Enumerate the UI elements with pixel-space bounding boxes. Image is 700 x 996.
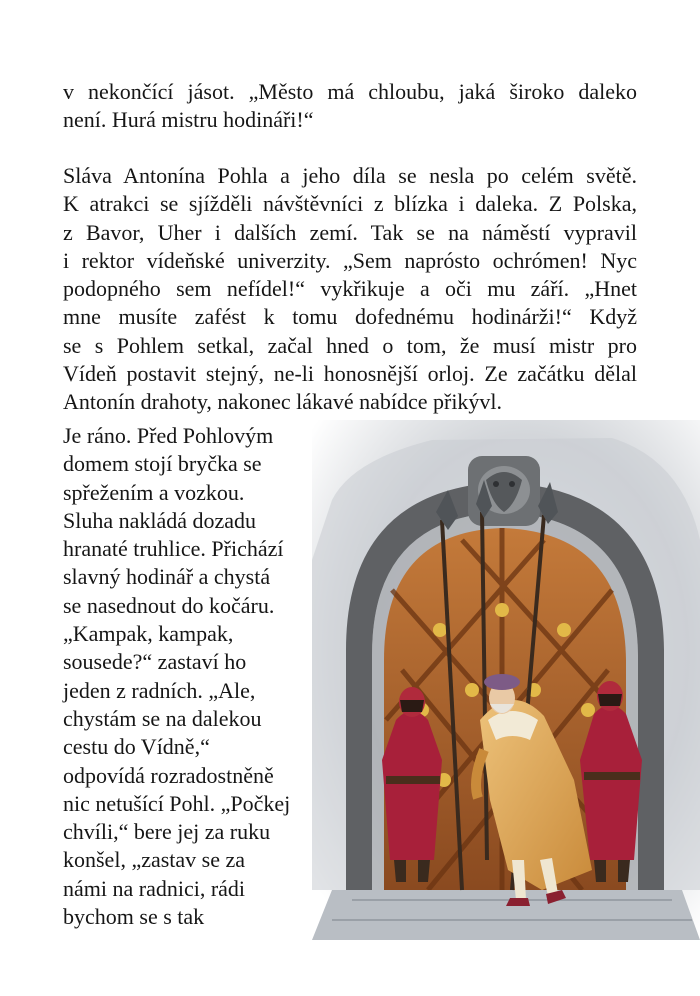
text-line: slavný hodinář a chystá bbox=[63, 564, 271, 590]
floor bbox=[312, 890, 700, 940]
text-line: se s Pohlem setkal, začal hned o tom, že musí mistr pro bbox=[63, 332, 637, 358]
text-line: Je ráno. Před Pohlovým bbox=[63, 423, 274, 448]
text-line: námi na radnici, rádi bbox=[63, 875, 246, 901]
text-line: sousede?“ zastaví ho bbox=[63, 649, 247, 675]
text-line: hranaté truhlice. Přichází bbox=[63, 536, 284, 562]
text-line: bychom se s tak bbox=[63, 904, 205, 930]
text-line: není. Hurá mistru hodináři!“ bbox=[63, 107, 314, 133]
text-line: K atrakci se sjížděli návštěvníci z blízka i daleka. Z Polska, bbox=[63, 191, 637, 217]
text-line: mne musíte zafést k tomu dofednému hodinárži!“ Když bbox=[63, 304, 637, 330]
text-line: i rektor vídeňské univerzity. „Sem naprósto ochrómen! Nyc bbox=[63, 247, 637, 273]
crest-carving bbox=[468, 456, 540, 526]
text-line: Antonín drahoty, nakonec lákavé nabídce přikývl. bbox=[63, 389, 503, 415]
text-line: z Bavor, Uher i dalších zemí. Tak se na náměstí vypravil bbox=[63, 219, 637, 245]
text-line: Vídeň postavit stejný, ne-li honosnější orloj. Ze začátku dělal bbox=[63, 361, 637, 387]
text-line: jeden z radních. „Ale, bbox=[63, 677, 256, 703]
text-line: nic netušící Pohl. „Počkej bbox=[63, 790, 291, 816]
text-line: chvíli,“ bere jej za ruku bbox=[63, 819, 271, 845]
text-line: domem stojí bryčka se bbox=[63, 451, 262, 477]
text-line: v nekončící jásot. „Město má chloubu, jaká široko daleko bbox=[63, 79, 637, 104]
text-line: podopného sem nefídel!“ vykřikuje a oči mu září. „Hnet bbox=[63, 276, 637, 302]
paragraph-1 bbox=[63, 78, 637, 135]
text-line: konšel, „zastav se za bbox=[63, 847, 246, 873]
text-line: Sláva Antonína Pohla a jeho díla se nesla po celém světě. bbox=[63, 163, 637, 188]
text-line: odpovídá rozradostněně bbox=[63, 762, 274, 788]
text-line: se nasednout do kočáru. bbox=[63, 592, 275, 618]
text-line: „Kampak, kampak, bbox=[63, 621, 234, 647]
paragraph-3 bbox=[63, 422, 333, 931]
illustration-guards-at-door bbox=[312, 420, 700, 940]
paragraph-2 bbox=[63, 162, 637, 417]
text-line: cestu do Vídně,“ bbox=[63, 734, 210, 760]
text-line: spřežením a vozkou. bbox=[63, 479, 245, 505]
text-line: chystám se na dalekou bbox=[63, 705, 262, 731]
text-line: Sluha nakládá dozadu bbox=[63, 507, 257, 533]
